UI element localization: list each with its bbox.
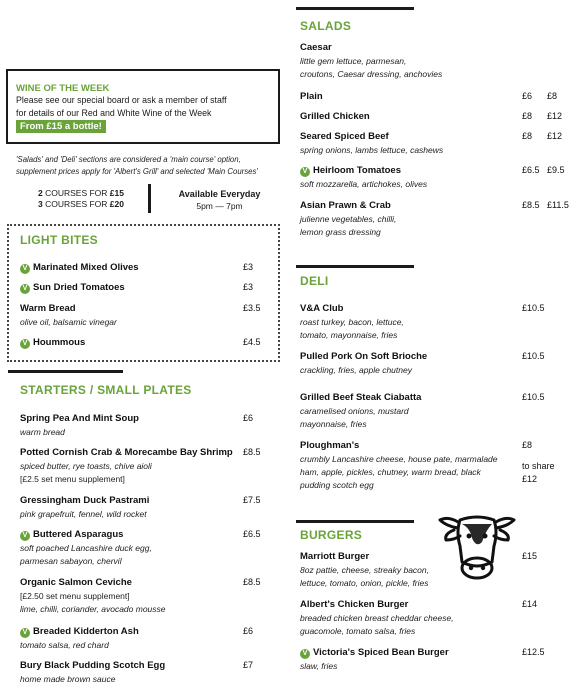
light-bite-price: £4.5: [243, 337, 261, 347]
salad-name: Plain: [300, 91, 323, 102]
light-bite-name: Warm Bread: [20, 303, 76, 314]
starter-name: Bury Black Pudding Scotch Egg: [20, 660, 166, 671]
vegetarian-v-icon: V: [20, 284, 30, 294]
starter-name: Potted Cornish Crab & Morecambe Bay Shrimp: [20, 447, 233, 458]
salad-price-small: £6.5: [522, 165, 540, 175]
starter-desc: tomato salsa, red chard: [20, 640, 109, 650]
deli-price: £8: [522, 440, 533, 450]
starter-price: £7: [243, 660, 254, 670]
light-bite-name: Hoummous: [33, 337, 86, 348]
deli-desc: ham, apple, pickles, chutney, warm bread, black: [300, 467, 481, 477]
note-line-1: 'Salads' and 'Deli' sections are considered a 'main course' option,: [16, 155, 241, 164]
starter-desc: home made brown sauce: [20, 674, 116, 684]
supplement-note: [16, 154, 286, 178]
burger-price: £12.5: [522, 647, 545, 657]
vegetarian-v-icon: V: [20, 264, 30, 274]
salad-name: Caesar: [300, 42, 332, 53]
salad-desc: little gem lettuce, parmesan,: [300, 56, 407, 66]
burger-name: Albert's Chicken Burger: [300, 599, 409, 610]
salad-name: Seared Spiced Beef: [300, 131, 389, 142]
wine-title: WINE OF THE WEEK: [16, 83, 110, 94]
starter-item: [20, 626, 139, 638]
light-bite-name: Marinated Mixed Olives: [33, 262, 139, 273]
starter-desc: parmesan sabayon, chervil: [20, 556, 122, 566]
starter-name: Spring Pea And Mint Soup: [20, 413, 139, 424]
starter-price: £6: [243, 413, 254, 423]
starter-price: £8.5: [243, 447, 261, 457]
salad-item: [300, 165, 401, 177]
starters-rule: [8, 370, 123, 373]
deli-price: £10.5: [522, 392, 545, 402]
light-bite-desc: olive oil, balsamic vinegar: [20, 317, 117, 327]
burger-name: Marriott Burger: [300, 551, 370, 562]
vegetarian-v-icon: V: [20, 531, 30, 541]
vegetarian-v-icon: V: [300, 649, 310, 659]
three-courses-price: £20: [109, 199, 124, 209]
starters-title: STARTERS / SMALL PLATES: [20, 383, 192, 397]
starter-name: Gressingham Duck Pastrami: [20, 495, 150, 506]
starter-name: Organic Salmon Ceviche: [20, 577, 132, 588]
burger-desc: lettuce, tomato, onion, pickle, fries: [300, 578, 429, 588]
starter-item: [20, 529, 123, 541]
deli-name: V&A Club: [300, 303, 344, 314]
salad-price-small: £8.5: [522, 200, 540, 210]
deli-desc: pudding scotch egg: [300, 480, 374, 490]
courses-divider: [148, 184, 151, 213]
deli-desc: crumbly Lancashire cheese, house pate, marmalade: [300, 454, 498, 464]
burger-price: £14: [522, 599, 538, 609]
starter-supplement: [£2.50 set menu supplement]: [20, 591, 130, 601]
deli-desc: roast turkey, bacon, lettuce,: [300, 317, 404, 327]
salad-price-large: £9.5: [547, 165, 565, 175]
wine-of-the-week-box: [6, 69, 280, 144]
starter-desc: lime, chilli, coriander, avocado mousse: [20, 604, 166, 614]
deli-price-share: £12: [522, 474, 538, 484]
deli-name: Pulled Pork On Soft Brioche: [300, 351, 428, 362]
burger-price: £15: [522, 551, 538, 561]
starter-desc: spiced butter, rye toasts, chive aioli: [20, 461, 152, 471]
salad-desc: spring onions, lambs lettuce, cashews: [300, 145, 444, 155]
burgers-rule: [296, 520, 414, 523]
salad-desc: soft mozzarella, artichokes, olives: [300, 179, 428, 189]
salad-price-small: £6: [522, 91, 533, 101]
deli-desc: mayonnaise, fries: [300, 419, 367, 429]
burger-desc: guacomole, tomato salsa, fries: [300, 626, 416, 636]
salad-desc: julienne vegetables, chilli,: [300, 214, 397, 224]
set-menu-courses: [38, 188, 124, 210]
starter-desc: pink grapefruit, fennel, wild rocket: [20, 509, 147, 519]
available-label: Available Everyday: [178, 189, 261, 199]
light-bite-price: £3: [243, 282, 254, 292]
burger-desc: slaw, fries: [300, 661, 338, 671]
light-bite-item: [20, 337, 85, 349]
burgers-title: BURGERS: [300, 528, 363, 542]
wine-line-1: Please see our special board or ask a member of staff: [16, 95, 227, 105]
deli-desc: crackling, fries, apple chutney: [300, 365, 412, 375]
starter-price: £7.5: [243, 495, 261, 505]
note-line-2: supplement prices apply for 'Albert's Grill' and selected 'Main Courses': [16, 167, 258, 176]
starter-name: Buttered Asparagus: [33, 529, 124, 540]
starter-name: Breaded Kidderton Ash: [33, 626, 139, 637]
salad-price-large: £11.5: [547, 200, 569, 210]
salads-rule: [296, 7, 414, 10]
available-hours: 5pm — 7pm: [196, 201, 243, 211]
salad-price-small: £8: [522, 131, 533, 141]
vegetarian-v-icon: V: [300, 167, 310, 177]
starter-price: £6: [243, 626, 254, 636]
salad-price-large: £12: [547, 131, 563, 141]
two-courses-count: 2: [38, 188, 43, 198]
salad-desc: croutons, Caesar dressing, anchovies: [300, 69, 443, 79]
burger-desc: 8oz pattie, cheese, streaky bacon,: [300, 565, 429, 575]
starter-price: £8.5: [243, 577, 261, 587]
two-courses-label: COURSES FOR: [42, 188, 110, 198]
deli-title: DELI: [300, 274, 329, 288]
salad-name: Heirloom Tomatoes: [313, 165, 401, 176]
salad-name: Grilled Chicken: [300, 111, 370, 122]
deli-rule: [296, 265, 414, 268]
salad-price-large: £8: [547, 91, 558, 101]
availability: [172, 188, 267, 212]
salad-desc: lemon grass dressing: [300, 227, 381, 237]
light-bite-name: Sun Dried Tomatoes: [33, 282, 125, 293]
deli-price-share-label: to share: [522, 461, 555, 471]
salad-price-small: £8: [522, 111, 533, 121]
light-bite-price: £3: [243, 262, 254, 272]
two-courses-price: £15: [109, 188, 124, 198]
starter-price: £6.5: [243, 529, 261, 539]
deli-name: Ploughman's: [300, 440, 360, 451]
deli-desc: tomato, mayonnaise, fries: [300, 330, 398, 340]
starter-supplement: [£2.5 set menu supplement]: [20, 474, 125, 484]
deli-price: £10.5: [522, 351, 545, 361]
salads-title: SALADS: [300, 19, 352, 33]
burger-desc: breaded chicken breast cheddar cheese,: [300, 613, 454, 623]
starter-desc: soft poached Lancashire duck egg,: [20, 543, 152, 553]
vegetarian-v-icon: V: [20, 339, 30, 349]
wine-line-2: for details of our Red and White Wine of the Week: [16, 107, 212, 118]
burger-name: Victoria's Spiced Bean Burger: [313, 647, 449, 658]
salad-price-large: £12: [547, 111, 563, 121]
light-bites-title: LIGHT BITES: [20, 233, 98, 247]
light-bite-item: [20, 262, 139, 274]
light-bite-item: [20, 282, 125, 294]
deli-price: £10.5: [522, 303, 545, 313]
cow-head-icon: [436, 512, 518, 582]
deli-name: Grilled Beef Steak Ciabatta: [300, 392, 422, 403]
light-bite-price: £3.5: [243, 303, 261, 313]
deli-desc: caramelised onions, mustard: [300, 406, 409, 416]
vegetarian-v-icon: V: [20, 628, 30, 638]
starter-desc: warm bread: [20, 427, 65, 437]
wine-price-badge: From £15 a bottle!: [16, 120, 106, 133]
three-courses-count: 3: [38, 199, 43, 209]
burger-item: [300, 647, 449, 659]
salad-name: Asian Prawn & Crab: [300, 200, 391, 211]
three-courses-label: COURSES FOR: [42, 199, 110, 209]
